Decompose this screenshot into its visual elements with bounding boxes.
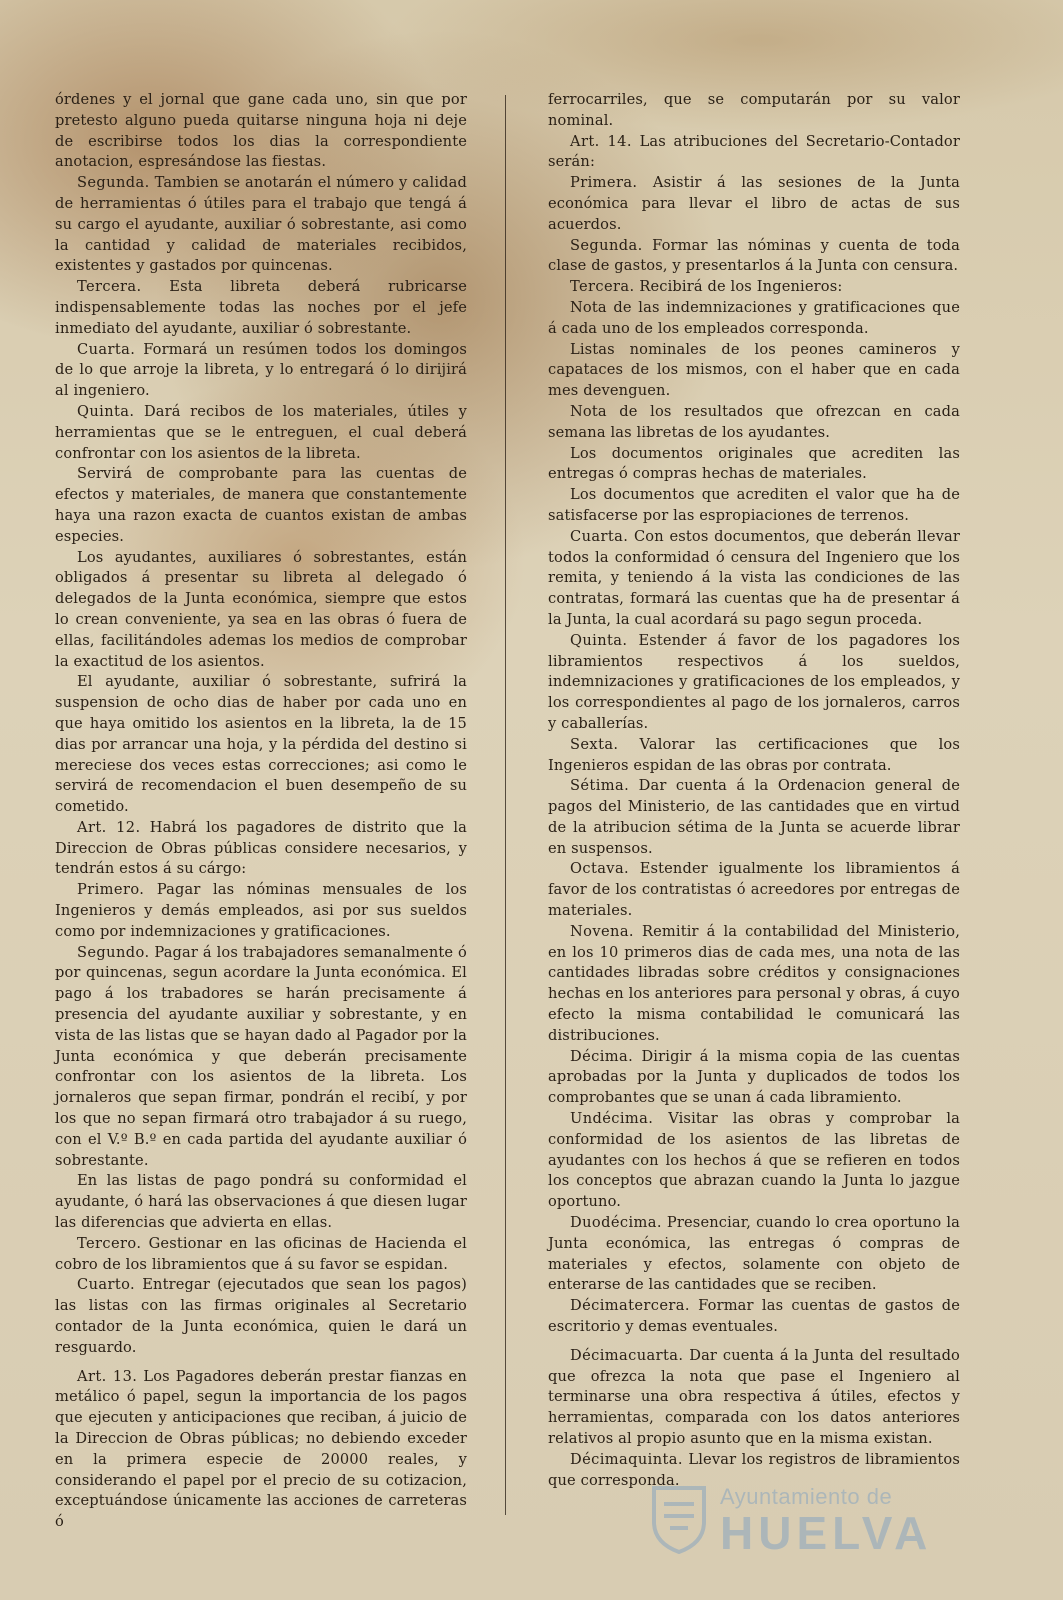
paragraph <box>548 1296 960 1338</box>
column-divider <box>505 95 506 1515</box>
paragraph <box>548 485 960 527</box>
paragraph-text: Recibirá de los Ingenieros: <box>639 278 843 296</box>
paragraph <box>548 1213 960 1296</box>
paragraph-text: Pagar las nóminas mensuales de los Ingenieros y demás empleados, asi por sus sueldos como por indemnizaciones y gratificaciones. <box>55 881 467 940</box>
paragraph <box>55 1367 467 1533</box>
paragraph-lead: Segundo. <box>77 943 150 961</box>
paragraph-lead: Tercera. <box>570 278 635 296</box>
paragraph-text: Dará recibos de los materiales, útiles y herramientas que se le entreguen, el cual deberá confrontar con los asientos de la libreta. <box>55 402 467 462</box>
shield-icon <box>650 1484 708 1554</box>
paragraph-lead: Tercera. <box>77 278 142 296</box>
paragraph-lead: Art. 12. <box>77 818 141 836</box>
paragraph <box>55 818 467 880</box>
paragraph <box>55 1275 467 1358</box>
paragraph-lead: Cuarto. <box>77 1276 136 1294</box>
watermark-line2: HUELVA <box>720 1507 933 1559</box>
paragraph <box>548 236 960 278</box>
paragraph-text: Llevar los registros de libramientos que corresponda. <box>548 1450 960 1489</box>
paragraph-lead: Primero. <box>77 881 145 899</box>
paragraph-text: ferrocarriles, que se computarán por su valor nominal. <box>548 91 960 129</box>
paragraph-text: Dar cuenta á la Junta del resultado que ofrezca la nota que pase el Ingeniero al terminarse una obra respectiva á útiles, efectos y herramientas, comparada con los datos anteriores relativos al propio asunto que en la misma existan. <box>548 1346 960 1447</box>
paragraph-text: Con estos documentos, que deberán llevar todos la conformidad ó censura del Ingeniero que los remita, y teniendo á la vista las condiciones de las contratas, formará las cuentas que ha de presentar á la Junta, la cual acordará su pago segun proceda. <box>548 527 960 628</box>
paragraph-lead: Octava. <box>570 860 630 878</box>
paragraph-lead: Sétima. <box>570 777 630 795</box>
paragraph-lead: Art. 14. <box>570 132 632 150</box>
paragraph <box>548 527 960 631</box>
paragraph <box>548 173 960 235</box>
paragraph <box>55 880 467 942</box>
paragraph-text: Visitar las obras y comprobar la conformidad de los asientos de las libretas de ayudantes con los hechos á que se refieren en todos los conceptos que abrazan cuando la Junta lo jazgue oportuno. <box>548 1110 960 1211</box>
paragraph <box>55 277 467 339</box>
paragraph-text: Estender á favor de los pagadores los libramientos respectivos á los sueldos, indemnizaciones y gratificaciones de los empleados, y los correspondientes al pago de los jornaleros, carros y caballerías. <box>548 631 960 732</box>
paragraph-text: Pagar á los trabajadores semanalmente ó por quincenas, segun acordare la Junta económica. El pago á los trabadores se harán precisamente á presencia del ayudante auxiliar y sobrestante, y en vista de las listas que se hayan dado al Pagador por la Junta económica y que deberán precisamente confrontar con los asientos de la libreta. Los jornaleros que sepan firmar, pondrán el recibí, y por los que no sepan firmará otro trabajador á su ruego, con el V.º B.º en cada partida del ayudante auxiliar ó sobrestante. <box>55 943 467 1169</box>
paragraph-text: Entregar (ejecutados que sean los pagos) las listas con las firmas originales al Secretario contador de la Junta económica, quien le dará un resguardo. <box>55 1276 468 1356</box>
paragraph-lead: Primera. <box>570 174 638 192</box>
paragraph <box>548 922 960 1047</box>
paragraph <box>548 340 960 402</box>
paragraph-lead: Décimaquinta. <box>570 1450 683 1468</box>
paragraph-text: Formar las nóminas y cuenta de toda clase de gastos, y presentarlos á la Junta con censura. <box>548 236 960 275</box>
paragraph <box>548 1047 960 1109</box>
paragraph <box>55 672 467 818</box>
paragraph <box>548 90 960 132</box>
paragraph-text: Servirá de comprobante para las cuentas de efectos y materiales, de manera que constantemente haya una razon exacta de cuantos existan de ambas especies. <box>55 465 467 545</box>
paragraph-text: Formar las cuentas de gastos de escritorio y demas eventuales. <box>548 1297 960 1336</box>
paragraph <box>55 173 467 277</box>
paragraph <box>548 132 960 174</box>
paragraph-lead: Tercero. <box>77 1234 142 1252</box>
paragraph-text: Los documentos originales que acrediten las entregas ó compras hechas de materiales. <box>548 444 960 483</box>
paragraph-text: Los Pagadores deberán prestar fianzas en metálico ó papel, segun la importancia de los pagos que ejecuten y anticipaciones que reciban, á juicio de la Direccion de Obras públicas; no debiendo exceder en la primera especie de 20000 reales, y considerando el papel por el precio de su cotizacion, exceptuándose únicamente las acciones de carreteras ó <box>55 1367 467 1531</box>
watermark-line1: Ayuntamiento de <box>720 1484 893 1509</box>
watermark <box>650 1480 980 1560</box>
paragraph-text: Dirigir á la misma copia de las cuentas aprobadas por la Junta y duplicados de todos los comprobantes que se unan á cada libramiento. <box>548 1047 961 1107</box>
paragraph-lead: Cuarta. <box>77 340 136 358</box>
paragraph-lead: Novena. <box>570 922 634 940</box>
paragraph-lead: Segunda. <box>77 174 150 192</box>
paragraph <box>548 298 960 340</box>
paragraph <box>548 444 960 486</box>
paragraph <box>548 1346 960 1450</box>
paragraph-text: Esta libreta deberá rubricarse indispensablemente todas las noches por el jefe inmediato del ayudante, auxiliar ó sobrestante. <box>55 278 467 337</box>
paragraph-text: Valorar las certificaciones que los Ingenieros espidan de las obras por contrata. <box>548 735 960 774</box>
paragraph-text: Listas nominales de los peones camineros y capataces de los mismos, con el haber que en cada mes devenguen. <box>548 340 960 400</box>
paragraph <box>548 277 960 298</box>
paragraph-text: Asistir á las sesiones de la Junta económica para llevar el libro de actas de sus acuerdos. <box>548 174 960 233</box>
paragraph-text: Habrá los pagadores de distrito que la Direccion de Obras públicas considere necesarios, y tendrán estos á su cárgo: <box>55 818 467 878</box>
paragraph-text: Gestionar en las oficinas de Hacienda el cobro de los libramientos que á su favor se espidan. <box>55 1234 467 1273</box>
paragraph <box>548 631 960 735</box>
paragraph-text: Nota de las indemnizaciones y gratificaciones que á cada uno de los empleados corresponda. <box>548 298 960 337</box>
paragraph-lead: Cuarta. <box>570 527 629 545</box>
paragraph <box>548 776 960 859</box>
paragraph-lead: Sexta. <box>570 735 619 753</box>
paragraph <box>55 464 467 547</box>
paragraph-text: Remitir á la contabilidad del Ministerio, en los 10 primeros dias de cada mes, una nota de las cantidades libradas sobre créditos y consignaciones hechas en los anteriores para personal y obras, á cuyo efecto la misma contabilidad le comunicará las distribuciones. <box>548 922 960 1044</box>
paragraph-lead: Art. 13. <box>77 1367 138 1385</box>
paragraph-lead: Décimacuarta. <box>570 1346 684 1364</box>
paragraph <box>548 402 960 444</box>
paragraph-text: Estender igualmente los libramientos á favor de los contratistas ó acreedores por entregas de materiales. <box>548 860 960 920</box>
paragraph-text: En las listas de pago pondrá su conformidad el ayudante, ó hará las observaciones á que diesen lugar las diferencias que advierta en ellas. <box>55 1172 467 1232</box>
paragraph-lead: Duodécima. <box>570 1214 662 1232</box>
paragraph-text: Los ayudantes, auxiliares ó sobrestantes, están obligados á presentar su libreta al delegado ó delegados de la Junta económica, siempre que estos lo crean conveniente, ya sea en las obras ó fuera de ellas, facilitándoles ademas los medios de comprobar la exactitud de los asientos. <box>55 548 467 670</box>
right-column <box>548 90 960 1491</box>
paragraph <box>55 402 467 464</box>
paragraph <box>548 859 960 921</box>
paragraph-text: Presenciar, cuando lo crea oportuno la Junta económica, las entregas ó compras de materiales y efectos, solamente con objeto de enterarse de las cantidades que se reciben. <box>548 1214 960 1294</box>
paragraph <box>55 90 467 173</box>
paragraph <box>55 548 467 673</box>
paragraph <box>55 943 467 1172</box>
paragraph-lead: Segunda. <box>570 236 643 254</box>
paragraph-text: Las atribuciones del Secretario-Contador serán: <box>548 132 960 171</box>
paragraph-text: Nota de los resultados que ofrezcan en cada semana las libretas de los ayudantes. <box>548 402 960 441</box>
paragraph-text: Los documentos que acrediten el valor que ha de satisfacerse por las espropiaciones de terrenos. <box>548 486 960 524</box>
paragraph-lead: Quinta. <box>77 402 135 420</box>
left-column <box>55 90 467 1533</box>
paragraph <box>548 735 960 777</box>
paragraph <box>55 340 467 402</box>
paragraph-lead: Quinta. <box>570 631 628 649</box>
paragraph-text: Formará un resúmen todos los domingos de lo que arroje la libreta, y lo entregará ó lo dirijirá al ingeniero. <box>55 340 467 400</box>
paragraph-text: órdenes y el jornal que gane cada uno, sin que por pretesto alguno pueda quitarse ninguna hoja ni deje de escribirse todos los dias la correspondiente anotacion, espresándose las fiestas. <box>55 91 467 171</box>
paragraph-lead: Décima. <box>570 1047 634 1065</box>
paragraph <box>55 1234 467 1276</box>
paragraph-text: Dar cuenta á la Ordenacion general de pagos del Ministerio, de las cantidades que en virtud de la atribucion sétima de la Junta se acuerde librar en suspensos. <box>548 777 961 857</box>
paragraph-text: El ayudante, auxiliar ó sobrestante, sufrirá la suspension de ocho dias de haber por cada uno en que haya omitido los asientos en la libreta, la de 15 dias por arrancar una hoja, y la pérdida del destino si mereciese dos veces estas correcciones; asi como le servirá de recomendacion el buen desempeño de su cometido. <box>55 673 467 816</box>
paragraph-text: Tambien se anotarán el número y calidad de herramientas ó útiles para el trabajo que tengá á su cargo el ayudante, auxiliar ó sobrestante, asi como la cantidad y calidad de materiales recibidos, existentes y gastados por quincenas. <box>55 174 467 275</box>
paragraph <box>55 1171 467 1233</box>
paragraph <box>548 1109 960 1213</box>
paragraph-lead: Décimatercera. <box>570 1297 690 1315</box>
paragraph-lead: Undécima. <box>570 1110 654 1128</box>
